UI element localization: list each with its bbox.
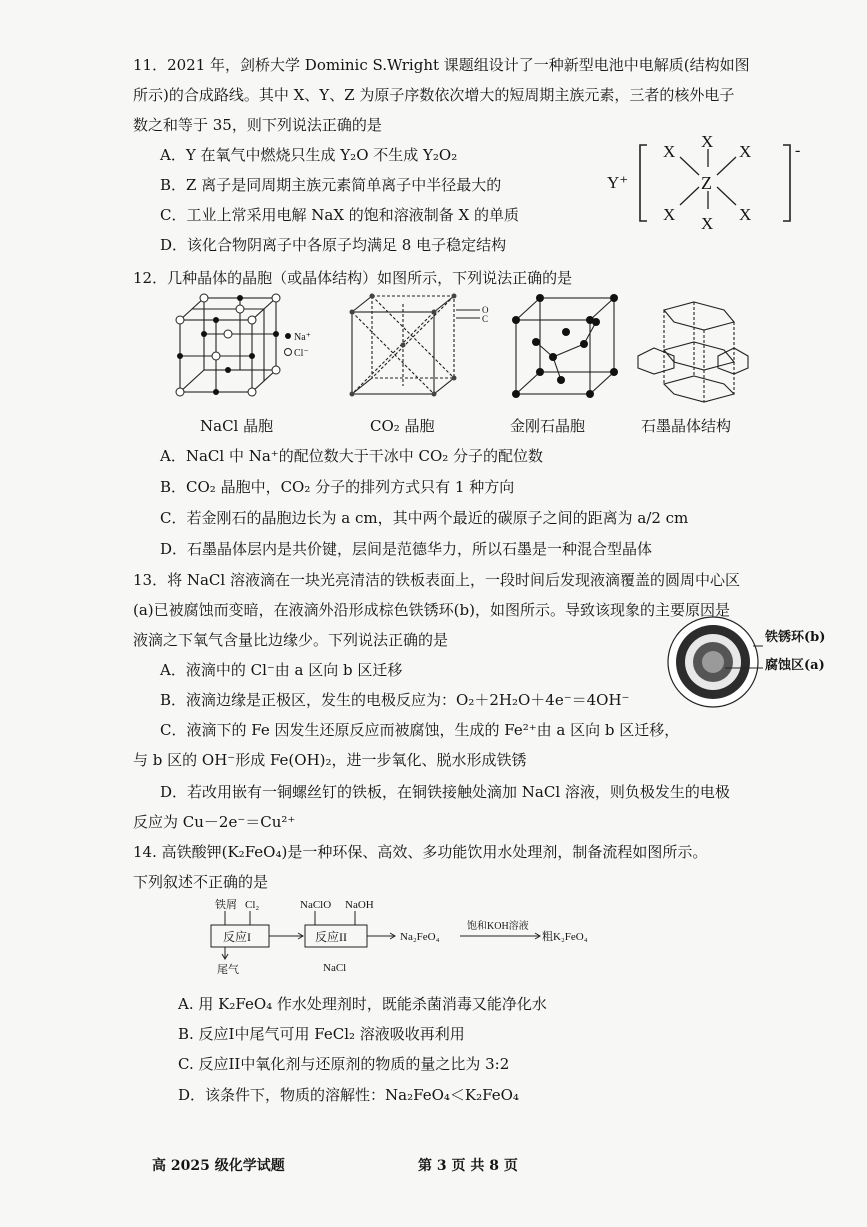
q13-option-d-line1: D．若改用嵌有一铜螺丝钉的铁板，在铜铁接触处滴加 NaCl 溶液，则负极发生的电极: [160, 783, 730, 801]
legend-na: Na⁺: [294, 332, 311, 343]
q14-option-c: C. 反应II中氧化剂与还原剂的物质的量之比为 3:2: [178, 1055, 510, 1073]
q11-option-a: A．Y 在氧气中燃烧只生成 Y₂O 不生成 Y₂O₂: [160, 146, 458, 164]
caption-nacl: NaCl 晶胞: [200, 417, 274, 435]
flow-output-nacl: NaCl: [323, 962, 347, 974]
struct-cation: Y⁺: [607, 173, 629, 192]
flow-box-reaction-1: 反应I: [223, 930, 251, 944]
label-corrosion-zone-a: 腐蚀区(a): [765, 658, 825, 673]
q11-option-b: B．Z 离子是同周期主族元素简单离子中半径最大的: [160, 176, 502, 194]
k2feo4-flowchart: [205, 895, 625, 975]
struct-x-atom: X: [739, 142, 752, 161]
flow-input-naclo: NaClO: [300, 899, 332, 911]
q11-stem-line2: 所示)的合成路线。其中 X、Y、Z 为原子序数依次增大的短周期主族元素，三者的核外电子: [133, 86, 735, 104]
struct-x-atom: X: [663, 142, 676, 161]
q14-option-d: D．该条件下，物质的溶解性：Na₂FeO₄＜K₂FeO₄: [178, 1086, 519, 1104]
flow-output-tail-gas: 尾气: [217, 964, 239, 975]
q12-option-a: A．NaCl 中 Na⁺的配位数大于干冰中 CO₂ 分子的配位数: [160, 447, 544, 465]
q13-stem-line3: 液滴之下氧气含量比边缘少。下列说法正确的是: [133, 631, 449, 649]
q14-option-b: B. 反应I中尾气可用 FeCl₂ 溶液吸收再利用: [178, 1025, 465, 1043]
flow-box-reaction-2: 反应II: [315, 930, 347, 944]
footer-exam-title: 高 2025 级化学试题: [152, 1158, 285, 1174]
q12-option-b: B．CO₂ 晶胞中，CO₂ 分子的排列方式只有 1 种方向: [160, 478, 515, 496]
q13-option-d-line2: 反应为 Cu－2e⁻＝Cu²⁺: [133, 813, 296, 831]
struct-charge: -: [795, 142, 801, 159]
q13-option-c-line1: C．液滴下的 Fe 因发生还原反应而被腐蚀，生成的 Fe²⁺由 a 区向 b 区迁移，: [160, 721, 680, 739]
footer-page-number: 第 3 页 共 8 页: [418, 1158, 518, 1174]
flow-input-cl2: Cl₂: [245, 899, 260, 911]
q13-option-c-line2: 与 b 区的 OH⁻形成 Fe(OH)₂，进一步氧化、脱水形成铁锈: [133, 751, 527, 769]
struct-x-atom: X: [701, 214, 714, 233]
co2-label-c: C: [482, 314, 489, 324]
droplet-corrosion-figure: [663, 612, 763, 712]
q12-option-d: D．石墨晶体层内是共价键，层间是范德华力，所以石墨是一种混合型晶体: [160, 540, 653, 558]
caption-co2: CO₂ 晶胞: [370, 417, 435, 435]
q13-option-b: B．液滴边缘是正极区，发生的电极反应为：O₂＋2H₂O＋4e⁻＝4OH⁻: [160, 691, 630, 709]
caption-graphite: 石墨晶体结构: [641, 417, 732, 435]
struct-x-atom: X: [701, 132, 714, 151]
q12-stem: 12．几种晶体的晶胞（或晶体结构）如图所示，下列说法正确的是: [133, 269, 573, 287]
q11-stem-line3: 数之和等于 35，则下列说法正确的是: [133, 116, 382, 134]
q12-option-c: C．若金刚石的晶胞边长为 a cm，其中两个最近的碳原子之间的距离为 a/2 cm: [160, 509, 689, 527]
co2-unit-cell-figure: [340, 290, 500, 405]
q14-stem-line1: 14. 高铁酸钾(K₂FeO₄)是一种环保、高效、多功能饮用水处理剂，制备流程如图所示。: [133, 843, 708, 861]
q13-stem-line1: 13．将 NaCl 溶液滴在一块光亮清洁的铁板表面上，一段时间后发现液滴覆盖的圆周中心区: [133, 571, 740, 589]
flow-condition-koh: 饱和KOH溶液: [467, 921, 529, 932]
co2-label-o: O: [482, 305, 489, 315]
q13-stem-line2: (a)已被腐蚀而变暗，在液滴外沿形成棕色铁锈环(b)，如图所示。导致该现象的主要原因是: [133, 601, 730, 619]
q14-option-a: A. 用 K₂FeO₄ 作水处理剂时，既能杀菌消毒又能净化水: [178, 995, 547, 1013]
struct-center-z: Z: [701, 173, 712, 193]
diamond-unit-cell-figure: [506, 292, 624, 404]
flow-product-na2feo4: Na₂FeO₄: [400, 931, 440, 943]
q11-option-c: C．工业上常采用电解 NaX 的饱和溶液制备 X 的单质: [160, 206, 519, 224]
label-rust-ring-b: 铁锈环(b): [765, 630, 826, 645]
nacl-unit-cell-figure: [170, 292, 320, 404]
q11-stem-line1: 11．2021 年，剑桥大学 Dominic S.Wright 课题组设计了一种新型电池中电解质(结构如图: [133, 56, 750, 74]
q14-stem-line2: 下列叙述不正确的是: [133, 873, 269, 891]
flow-product-k2feo4: 粗K₂FeO₄: [542, 931, 588, 943]
legend-cl: Cl⁻: [294, 348, 309, 359]
q11-option-d: D．该化合物阴离子中各原子均满足 8 电子稳定结构: [160, 236, 507, 254]
struct-x-atom: X: [739, 205, 752, 224]
q11-anion-structure: [595, 125, 810, 235]
caption-diamond: 金刚石晶胞: [510, 417, 586, 435]
q13-option-a: A．液滴中的 Cl⁻由 a 区向 b 区迁移: [160, 661, 403, 679]
graphite-structure-figure: [634, 296, 754, 404]
flow-input-iron: 铁屑: [215, 899, 237, 911]
struct-x-atom: X: [663, 205, 676, 224]
flow-input-naoh: NaOH: [345, 899, 374, 911]
